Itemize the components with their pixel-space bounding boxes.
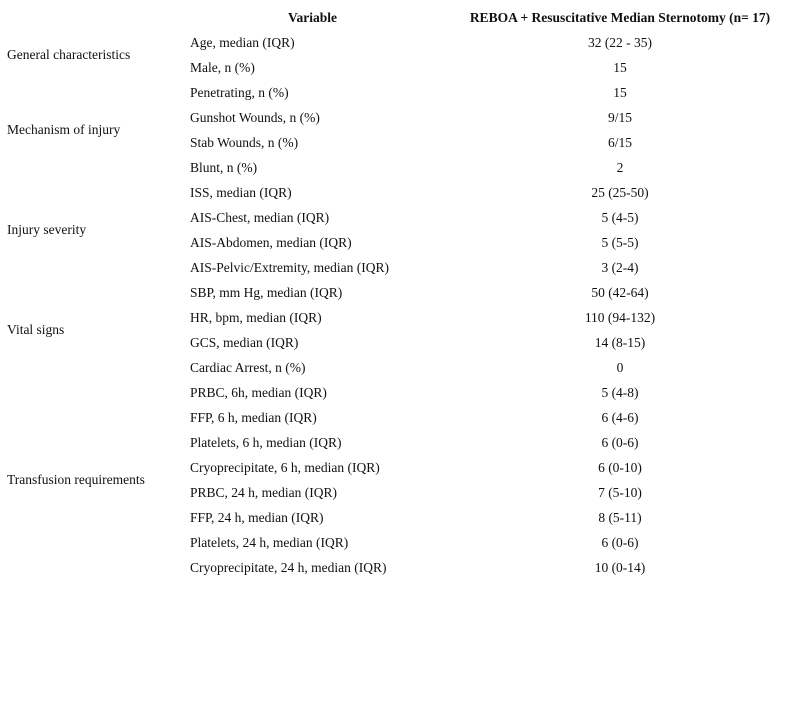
variable-cell: SBP, mm Hg, median (IQR)	[190, 284, 343, 300]
header-value: REBOA + Resuscitative Median Sternotomy (n= 17)	[469, 9, 771, 25]
value-cell: 5 (4-8)	[601, 384, 639, 400]
header-row	[0, 5, 805, 30]
variable-cell: Cryoprecipitate, 24 h, median (IQR)	[190, 559, 387, 575]
variable-cell: HR, bpm, median (IQR)	[190, 309, 322, 325]
variable-cell: Platelets, 6 h, median (IQR)	[190, 434, 342, 450]
value-cell: 10 (0-14)	[594, 559, 646, 575]
variable-cell: Cardiac Arrest, n (%)	[190, 359, 306, 375]
variable-cell: Stab Wounds, n (%)	[190, 134, 299, 150]
variable-cell: GCS, median (IQR)	[190, 334, 299, 350]
variable-cell: Cryoprecipitate, 6 h, median (IQR)	[190, 459, 380, 475]
value-cell: 3 (2-4)	[601, 259, 639, 275]
variable-cell: Male, n (%)	[190, 59, 255, 75]
value-cell: 6 (4-6)	[601, 409, 639, 425]
table-row	[0, 180, 805, 205]
variable-cell: AIS-Chest, median (IQR)	[190, 209, 330, 225]
value-cell: 9/15	[607, 109, 632, 125]
table-row	[0, 30, 805, 55]
variable-cell: PRBC, 24 h, median (IQR)	[190, 484, 337, 500]
value-cell: 5 (4-5)	[601, 209, 639, 225]
group-label: General characteristics	[7, 47, 131, 62]
value-cell: 15	[613, 84, 627, 100]
value-cell: 110 (94-132)	[584, 309, 656, 325]
header-variable: Variable	[287, 9, 337, 25]
value-cell: 7 (5-10)	[598, 484, 642, 500]
value-cell: 32 (22 - 35)	[587, 34, 653, 50]
variable-cell: Penetrating, n (%)	[190, 84, 289, 100]
value-cell: 15	[613, 59, 627, 75]
table-row	[0, 280, 805, 305]
value-cell: 5 (5-5)	[601, 234, 639, 250]
variable-cell: Platelets, 24 h, median (IQR)	[190, 534, 349, 550]
group-label: Injury severity	[7, 222, 87, 237]
value-cell: 6 (0-6)	[601, 534, 639, 550]
header-group	[0, 5, 190, 30]
variable-cell: Blunt, n (%)	[190, 159, 258, 175]
table-row	[0, 380, 805, 405]
variable-cell: ISS, median (IQR)	[190, 184, 292, 200]
variable-cell: AIS-Abdomen, median (IQR)	[190, 234, 352, 250]
value-cell: 0	[616, 359, 624, 375]
variable-cell: PRBC, 6h, median (IQR)	[190, 384, 327, 400]
variable-cell: Age, median (IQR)	[190, 34, 295, 50]
group-label: Mechanism of injury	[7, 122, 121, 137]
value-cell: 6 (0-6)	[601, 434, 639, 450]
variable-cell: FFP, 24 h, median (IQR)	[190, 509, 324, 525]
value-cell: 25 (25-50)	[591, 184, 649, 200]
variable-cell: FFP, 6 h, median (IQR)	[190, 409, 317, 425]
value-cell: 6 (0-10)	[598, 459, 642, 475]
group-label: Transfusion requirements	[7, 472, 145, 487]
value-cell: 50 (42-64)	[591, 284, 649, 300]
value-cell: 8 (5-11)	[598, 509, 642, 525]
group-label: Vital signs	[7, 322, 65, 337]
table-body	[0, 30, 805, 580]
data-table	[0, 5, 805, 580]
value-cell: 2	[616, 159, 624, 175]
value-cell: 14 (8-15)	[594, 334, 646, 350]
value-cell: 6/15	[607, 134, 632, 150]
variable-cell: AIS-Pelvic/Extremity, median (IQR)	[190, 259, 389, 275]
table-row	[0, 80, 805, 105]
variable-cell: Gunshot Wounds, n (%)	[190, 109, 320, 125]
